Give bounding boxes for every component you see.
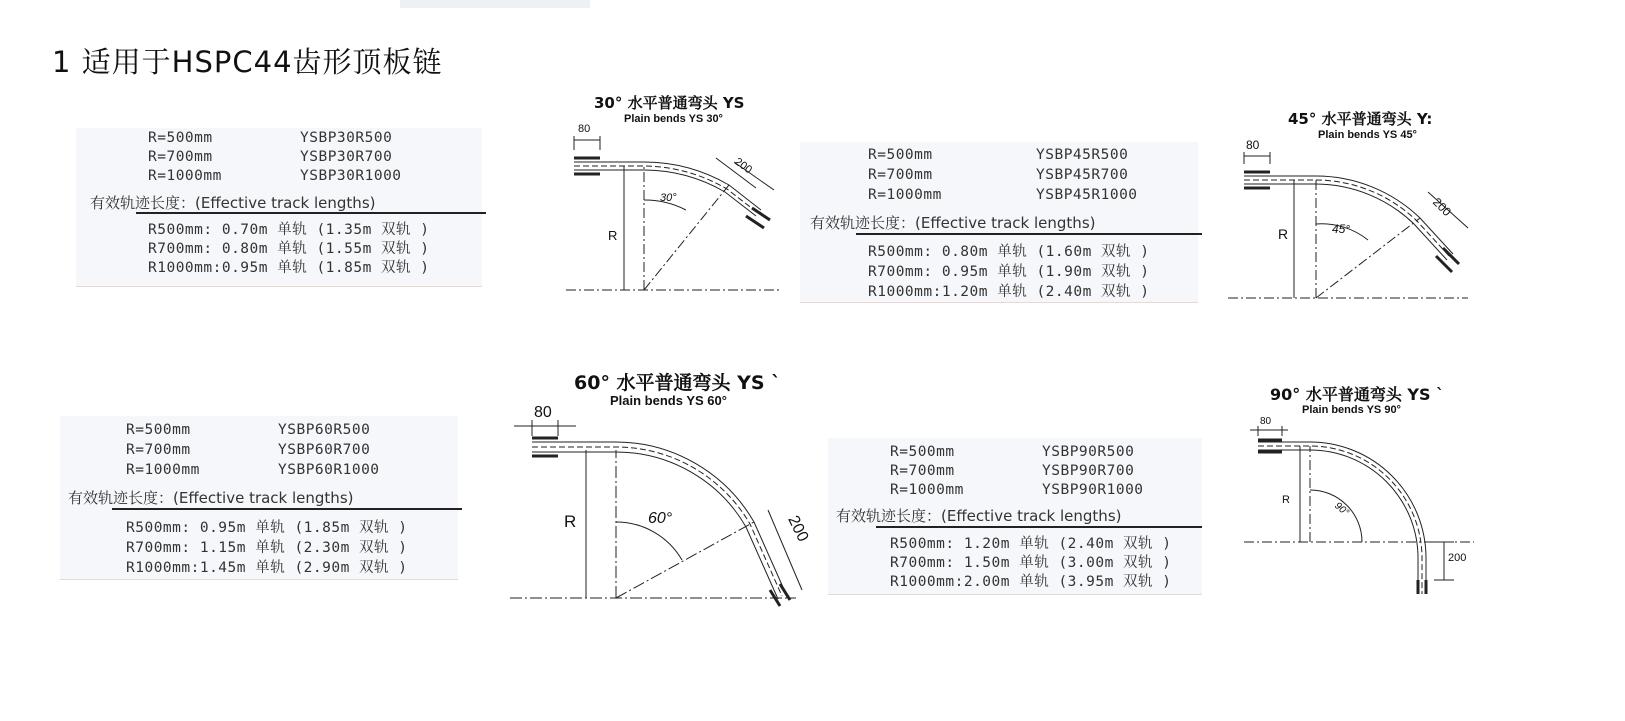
radius-label: R	[608, 228, 618, 243]
spec-block-90	[828, 438, 1208, 598]
effective-length-label: 有效轨迹长度：(Effective track lengths)	[68, 489, 354, 507]
figure-subheading: Plain bends YS 45°	[1318, 129, 1417, 141]
code-700: YSBP30R700	[300, 149, 393, 165]
figure-subheading: Plain bends YS 90°	[1302, 404, 1401, 416]
effective-length-label: 有效轨迹长度：(Effective track lengths)	[90, 194, 376, 212]
spec-block-60	[60, 416, 462, 586]
divider-rule	[876, 526, 1202, 528]
length-500: R500mm: 0.70m 单轨 (1.35m 双轨 )	[148, 222, 430, 238]
figure-subheading: Plain bends YS 60°	[610, 393, 727, 408]
radius-1000: R=1000mm	[126, 462, 200, 478]
radius-500: R=500mm	[890, 444, 955, 460]
code-700: YSBP45R700	[1036, 167, 1129, 183]
effective-length-label: 有效轨迹长度：(Effective track lengths)	[810, 214, 1096, 232]
length-500: R500mm: 0.95m 单轨 (1.85m 双轨 )	[126, 520, 408, 536]
straight-dim-label: 80	[1246, 138, 1260, 152]
angle-label: 60°	[648, 510, 673, 527]
code-500: YSBP60R500	[278, 422, 371, 438]
code-1000: YSBP30R1000	[300, 168, 402, 184]
bend-drawing-60	[506, 364, 826, 614]
code-500: YSBP45R500	[1036, 147, 1129, 163]
length-700: R700mm: 0.80m 单轨 (1.55m 双轨 )	[148, 241, 430, 257]
top-scan-smudge	[400, 0, 590, 8]
angle-label: 30°	[660, 192, 677, 204]
end-dim-label: 200	[784, 513, 812, 545]
spec-block-45	[800, 142, 1202, 307]
length-1000: R1000mm:0.95m 单轨 (1.85m 双轨 )	[148, 260, 430, 276]
bend-drawing-30	[556, 92, 786, 302]
code-1000: YSBP90R1000	[1042, 482, 1144, 498]
figure-heading: 30° 水平普通弯头 YS	[594, 94, 745, 112]
straight-dim-label: 80	[534, 404, 552, 421]
figure-heading: 60° 水平普通弯头 YS ˋ	[574, 372, 781, 394]
radius-label: R	[1282, 494, 1290, 506]
code-500: YSBP30R500	[300, 130, 393, 146]
radius-700: R=700mm	[126, 442, 191, 458]
length-700: R700mm: 1.50m 单轨 (3.00m 双轨 )	[890, 555, 1172, 571]
bend-drawing-90	[1244, 380, 1484, 605]
length-1000: R1000mm:2.00m 单轨 (3.95m 双轨 )	[890, 574, 1172, 590]
code-700: YSBP60R700	[278, 442, 371, 458]
length-1000: R1000mm:1.20m 单轨 (2.40m 双轨 )	[868, 284, 1150, 300]
straight-dim-label: 80	[578, 123, 591, 135]
angle-label: 90°	[1332, 500, 1351, 519]
radius-700: R=700mm	[148, 149, 213, 165]
end-dim-label: 200	[1448, 552, 1467, 564]
end-dim-label: 200	[1429, 194, 1455, 220]
radius-700: R=700mm	[890, 463, 955, 479]
code-1000: YSBP45R1000	[1036, 187, 1138, 203]
radius-1000: R=1000mm	[148, 168, 222, 184]
bend-drawing-45	[1228, 104, 1478, 309]
spec-block-30	[76, 128, 486, 293]
length-700: R700mm: 1.15m 单轨 (2.30m 双轨 )	[126, 540, 408, 556]
divider-rule	[856, 233, 1202, 235]
figure-heading: 45° 水平普通弯头 Y:	[1288, 110, 1433, 128]
radius-700: R=700mm	[868, 167, 933, 183]
radius-500: R=500mm	[868, 147, 933, 163]
code-1000: YSBP60R1000	[278, 462, 380, 478]
bend-90-svg	[1244, 380, 1484, 605]
angle-label: 45°	[1332, 222, 1351, 236]
figure-subheading: Plain bends YS 30°	[624, 113, 723, 125]
length-700: R700mm: 0.95m 单轨 (1.90m 双轨 )	[868, 264, 1150, 280]
divider-rule	[136, 212, 486, 214]
radius-1000: R=1000mm	[890, 482, 964, 498]
straight-dim-label: 80	[1260, 416, 1272, 427]
radius-500: R=500mm	[126, 422, 191, 438]
code-500: YSBP90R500	[1042, 444, 1135, 460]
length-1000: R1000mm:1.45m 单轨 (2.90m 双轨 )	[126, 560, 408, 576]
radius-500: R=500mm	[148, 130, 213, 146]
radius-label: R	[1278, 226, 1289, 242]
length-500: R500mm: 0.80m 单轨 (1.60m 双轨 )	[868, 244, 1150, 260]
figure-heading: 90° 水平普通弯头 YS ˋ	[1270, 385, 1445, 404]
page-title: 1 适用于HSPC44齿形顶板链	[52, 45, 443, 79]
effective-length-label: 有效轨迹长度：(Effective track lengths)	[836, 507, 1122, 525]
length-500: R500mm: 1.20m 单轨 (2.40m 双轨 )	[890, 536, 1172, 552]
bend-60-svg	[506, 364, 826, 614]
divider-rule	[112, 508, 462, 510]
radius-label: R	[564, 512, 577, 531]
end-dim-label: 200	[732, 155, 755, 177]
code-700: YSBP90R700	[1042, 463, 1135, 479]
radius-1000: R=1000mm	[868, 187, 942, 203]
